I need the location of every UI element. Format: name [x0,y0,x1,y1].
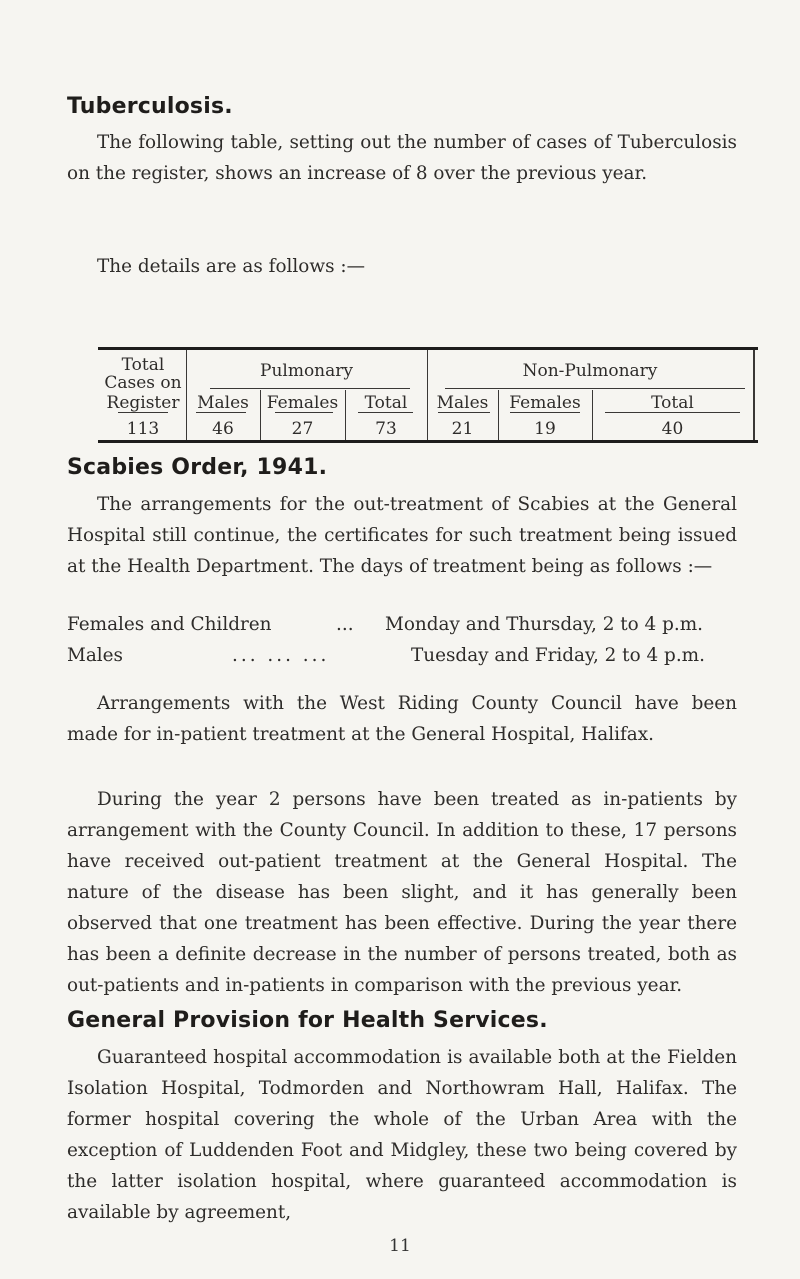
page-number: 11 [389,1236,411,1256]
value-females-non-pulmonary: 19 [534,419,556,439]
scabies-heading: Scabies Order, 1941. [67,455,328,480]
col-total-pulmonary: Total [364,393,408,413]
col-males-pulmonary: Males [197,393,249,413]
schedule-row-females [67,614,272,635]
general-provision-heading: General Provision for Health Services. [67,1008,548,1033]
schedule-who: Females and Children [67,614,272,635]
table-top-rule [98,347,758,350]
col-females-pulmonary: Females [266,393,339,413]
tuberculosis-intro-paragraph: The following table, setting out the number of cases of Tuberculosis on the register, shows an increase of 8 over the previous year. [67,132,737,184]
total-header-line-3: Register [106,393,180,413]
schedule-when-females: Monday and Thursday, 2 to 4 p.m. [385,614,704,635]
schedule-dots-females: ... [336,614,354,635]
col-males-non-pulmonary: Males [436,393,489,413]
value-females-pulmonary: 27 [291,419,314,439]
scabies-intro-paragraph: The arrangements for the out-treatment of Scabies at the General Hospital still continue, the certificates for such treatment being issued at the Health Department. The days of treatment being as follows :— [67,494,737,577]
pulmonary-header: Pulmonary [260,361,353,381]
schedule-when-males: Tuesday and Friday, 2 to 4 p.m. [411,645,705,666]
tuberculosis-details-line: The details are as follows :— [97,256,365,277]
col-females-non-pulmonary: Females [509,393,581,413]
value-males-pulmonary: 46 [212,419,234,439]
value-total-non-pulmonary: 40 [661,419,684,439]
tuberculosis-heading: Tuberculosis. [67,94,233,119]
non-pulmonary-header: Non-Pulmonary [522,361,658,381]
scabies-year-paragraph: During the year 2 persons have been treated as in-patients by arrangement with the County Council. In addition to these, 17 persons have received out-patient treatment at the General Hospital. The nature of the disease has been slight, and it has generally been observed that one treatment has been effective. During the year there has been a definite decrease in the number of persons treated, both as out-patients and in-patients in comparison with the previous year. [67,789,737,996]
pulmonary-underline [210,388,410,389]
table-right-edge [753,350,755,440]
tuberculosis-table [100,347,752,443]
total-header-line-2: Cases on [104,373,182,393]
table-bottom-rule [98,440,758,443]
schedule-dots-males: ... ... ... [232,645,330,666]
value-total-cases: 113 [126,419,160,439]
scabies-arrangements-paragraph: Arrangements with the West Riding County Council have been made for in-patient treatment at the General Hospital, Halifax. [67,693,737,745]
schedule-who-males: Males [67,645,123,666]
total-header-line-1: Total [121,355,165,375]
general-provision-paragraph: Guaranteed hospital accommodation is available both at the Fielden Isolation Hospital, Todmorden and Northowram Hall, Halifax. The former hospital covering the whole of the Urban Area with the exception of Luddenden Foot and Midgley, these two being covered by the latter isolation hospital, where guaranteed accommodation is available by agreement, [67,1047,737,1223]
value-males-non-pulmonary: 21 [451,419,474,439]
non-pulmonary-underline [445,388,745,389]
value-total-pulmonary: 73 [375,419,397,439]
col-total-non-pulmonary: Total [651,393,694,413]
